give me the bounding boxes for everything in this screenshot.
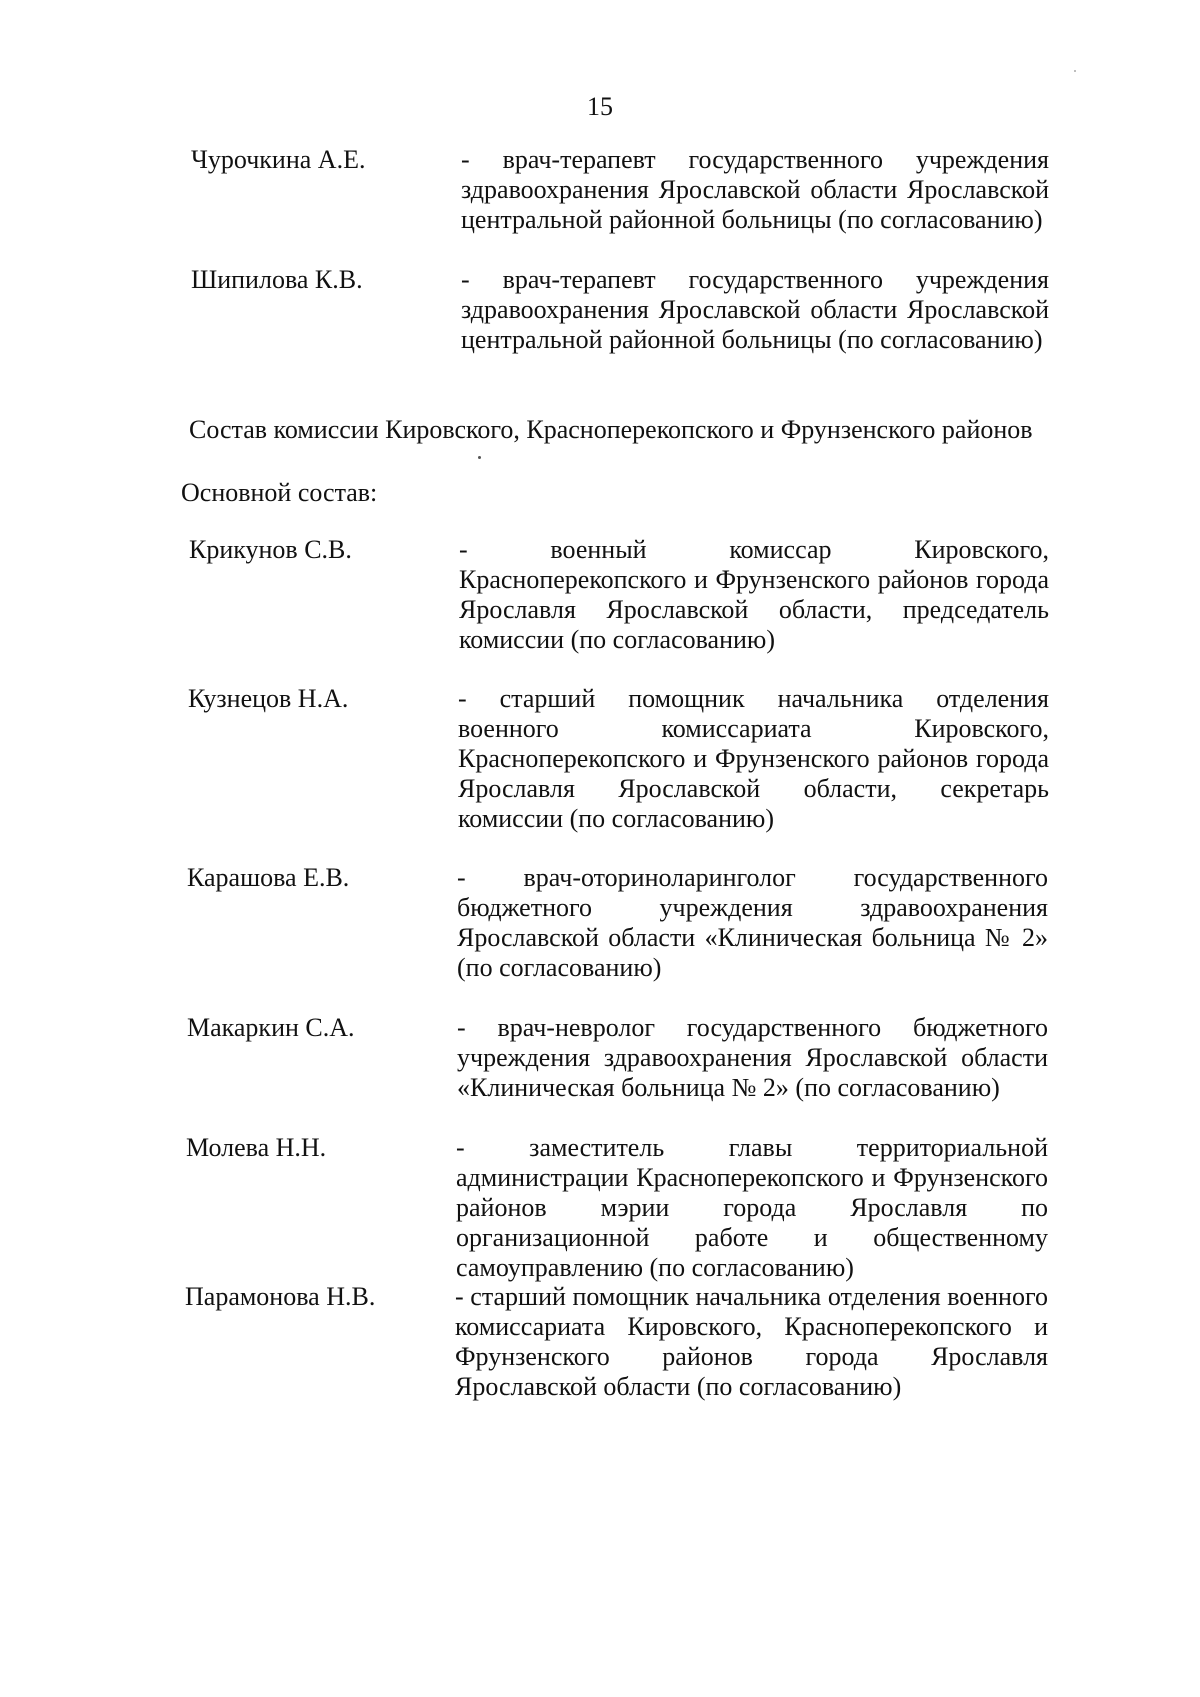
member-description: - заместитель главы территориальной администрации Красноперекопского и Фрунзенского районов мэрии города Ярославля по организационной работе и общественному самоуправлению (по согласованию) xyxy=(456,1133,1048,1282)
member-name: Парамонова Н.В. xyxy=(185,1282,376,1311)
member-description: - врач-терапевт государственного учреждения здравоохранения Ярославской области Ярославской центральной районной больницы (по согласованию) xyxy=(461,265,1049,354)
member-description: - старший помощник начальника отделения военного комиссариата Кировского, Красноперекопского и Фрунзенского районов города Ярославля Ярославской области, секретарь комиссии (по согласованию) xyxy=(458,684,1049,833)
member-name: Шипилова К.В. xyxy=(191,265,363,294)
scan-speck xyxy=(1074,70,1076,72)
member-name: Карашова Е.В. xyxy=(187,863,350,892)
member-description: - врач-невролог государственного бюджетного учреждения здравоохранения Ярославской области «Клиническая больница № 2» (по согласованию) xyxy=(457,1013,1048,1102)
member-description: - старший помощник начальника отделения военного комиссариата Кировского, Красноперекопского и Фрунзенского районов города Ярославля Ярославской области (по согласованию) xyxy=(455,1282,1048,1401)
member-name: Кузнецов Н.А. xyxy=(188,684,349,713)
member-description: - врач-терапевт государственного учреждения здравоохранения Ярославской области Ярославской центральной районной больницы (по согласованию) xyxy=(461,145,1049,234)
member-description: - военный комиссар Кировского, Красноперекопского и Фрунзенского районов города Ярославля Ярославской области, председатель комиссии (по согласованию) xyxy=(459,535,1049,654)
page-number: 15 xyxy=(587,92,613,121)
member-name: Чурочкина А.Е. xyxy=(191,145,366,174)
member-name: Молева Н.Н. xyxy=(186,1133,327,1162)
main-composition-label: Основной состав: xyxy=(181,478,378,507)
member-name: Крикунов С.В. xyxy=(189,535,352,564)
scan-speck xyxy=(478,456,481,459)
member-name: Макаркин С.А. xyxy=(187,1013,355,1042)
commission-title: Состав комиссии Кировского, Красноперекопского и Фрунзенского районов xyxy=(189,415,1033,444)
member-description: - врач-оториноларинголог государственного бюджетного учреждения здравоохранения Ярославской области «Клиническая больница № 2» (по согласованию) xyxy=(457,863,1048,982)
